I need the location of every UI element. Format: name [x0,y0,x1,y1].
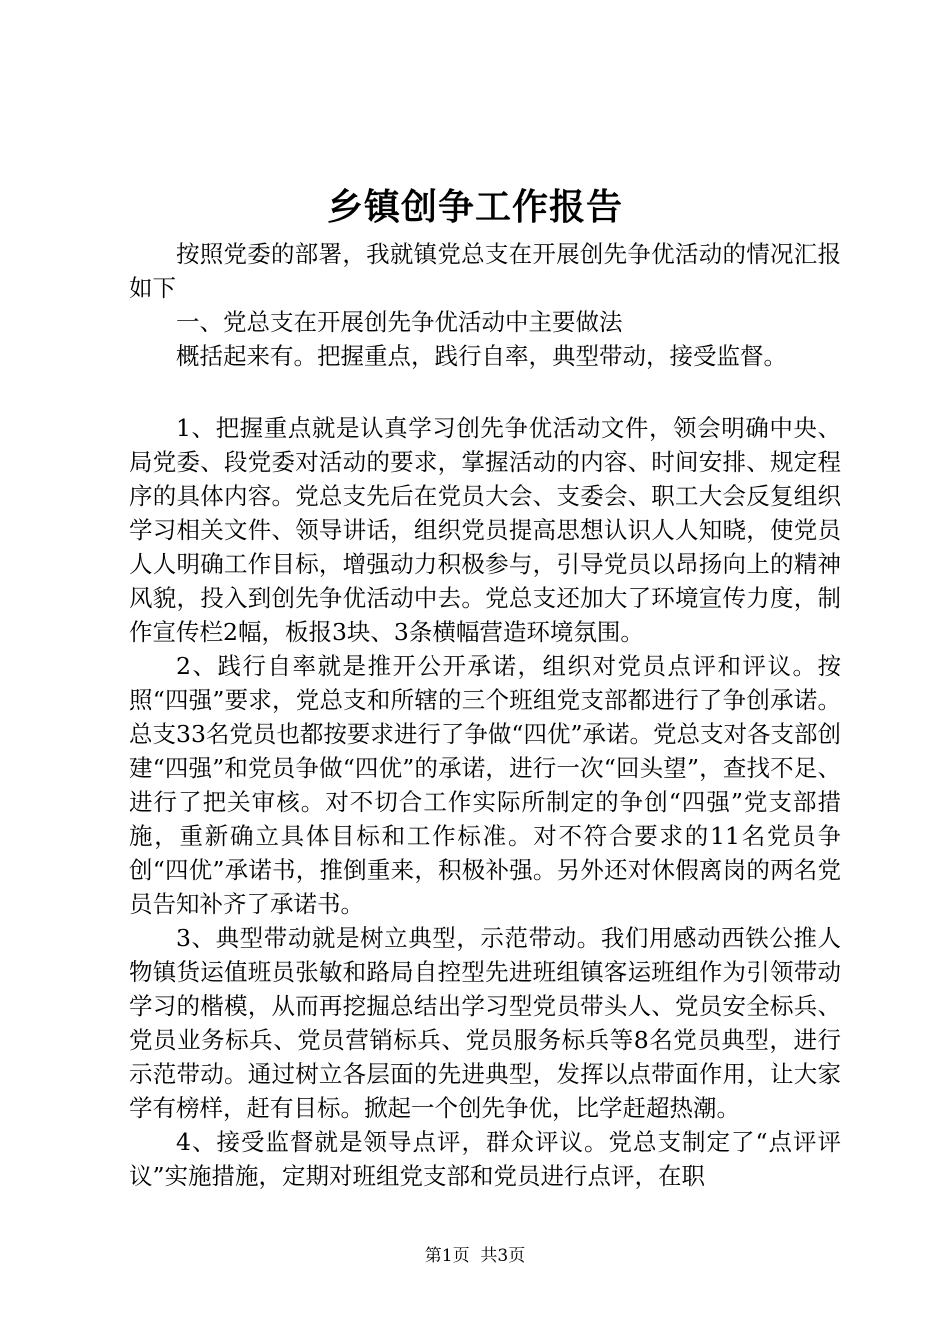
page-number-label: 第1页 共3页 [424,1246,526,1266]
page-footer [0,1244,950,1268]
item-paragraph-1: 1、把握重点就是认真学习创先争优活动文件，领会明确中央、局党委、段党委对活动的要求，掌握活动的内容、时间安排、规定程序的具体内容。党总支先后在党员大会、支委会、职工大会反复组织学习相关文件、领导讲话，组织党员提高思想认识人人知晓，使党员人人明确工作目标，增强动力积极参与，引导党员以昂扬向上的精神风貌，投入到创先争优活动中去。党总支还加大了环境宣传力度，制作宣传栏2幅，板报3块、3条横幅营造环境氛围。 [129,414,841,646]
section-heading: 一、党总支在开展创先争优活动中主要做法 [176,308,623,336]
item-paragraph-2: 2、践行自率就是推开公开承诺，组织对党员点评和评议。按照“四强”要求，党总支和所辖的三个班组党支部都进行了争创承诺。总支33名党员也都按要求进行了争做“四优”承诺。党总支对各支部创建“四强”和党员争做“四优”的承诺，进行一次“回头望”，查找不足、进行了把关审核。对不切合工作实际所制定的争创“四强”党支部措施，重新确立具体目标和工作标准。对不符合要求的11名党员争创“四优”承诺书，推倒重来，积极补强。另外还对休假离岗的两名党员告知补齐了承诺书。 [129,652,841,918]
document-title: 乡镇创争工作报告 [326,186,623,228]
item-paragraph-3: 3、典型带动就是树立典型，示范带动。我们用感动西铁公推人物镇货运值班员张敏和路局自控型先进班组镇客运班组作为引领带动学习的楷模，从而再挖掘总结出学习型党员带头人、党员安全标兵、党员业务标兵、党员营销标兵、党员服务标兵等8名党员典型，进行示范带动。通过树立各层面的先进典型，发挥以点带面作用，让大家学有榜样，赶有目标。掀起一个创先争优，比学赶超热潮。 [129,924,841,1122]
intro-paragraph: 按照党委的部署，我就镇党总支在开展创先争优活动的情况汇报如下 [129,240,841,302]
summary-paragraph: 概括起来有。把握重点，践行自率，典型带动，接受监督。 [176,342,787,370]
item-paragraph-4: 4、接受监督就是领导点评，群众评议。党总支制定了“点评评议”实施措施，定期对班组党支部和党员进行点评，在职 [129,1128,841,1190]
document-body [129,237,841,1193]
